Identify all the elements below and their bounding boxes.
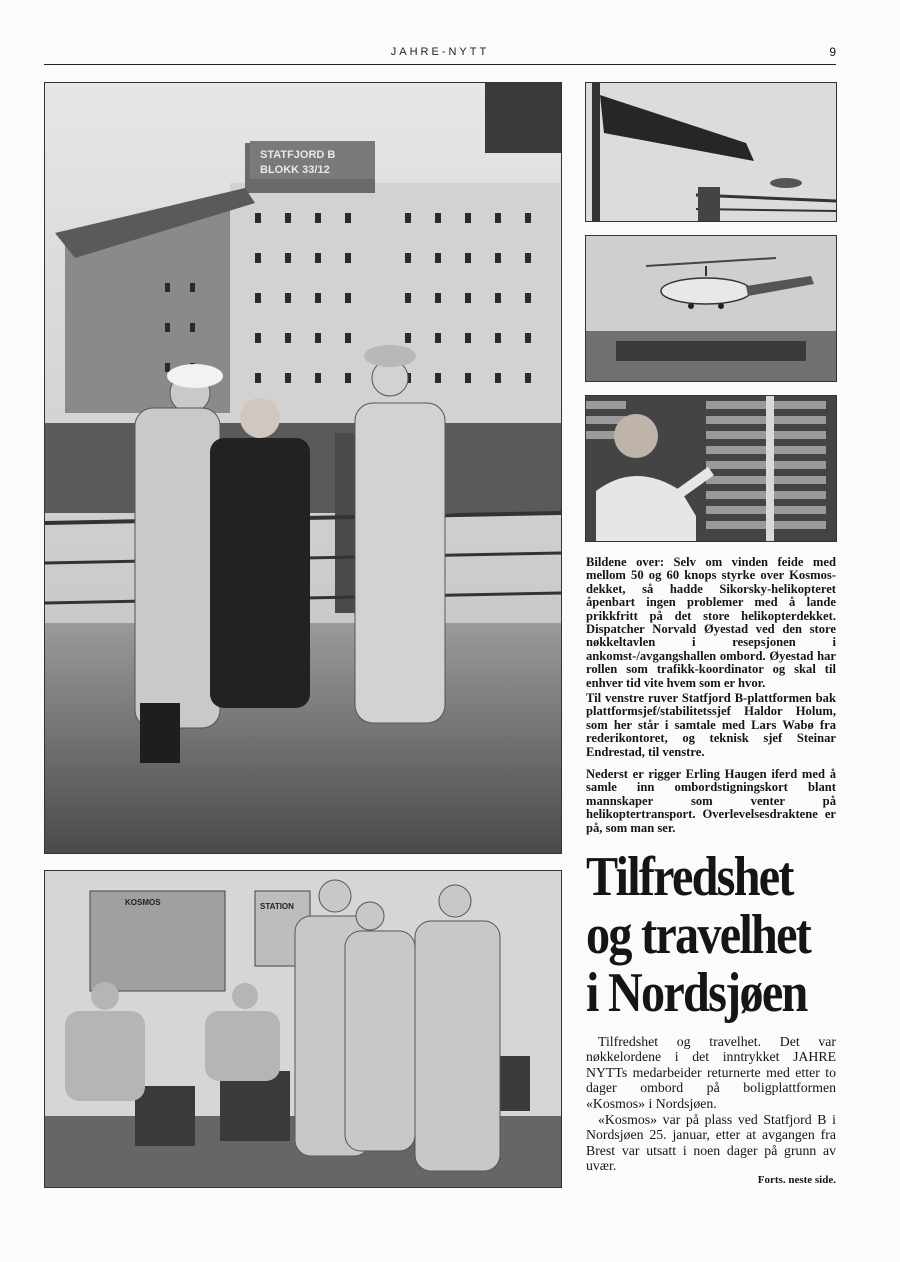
crew-photo <box>44 870 562 1188</box>
dispatcher-photo <box>585 395 837 542</box>
publication-title: JAHRE-NYTT <box>390 46 490 58</box>
station-label: STATION <box>260 902 294 911</box>
helicopter-photo <box>585 235 837 382</box>
article-paragraph-1: Tilfredshet og travelhet. Det var nøkkelordene i det inntrykket JAHRE NYTTs medarbeider returnerte med etter to dager ombord på boligplattformen «Kosmos» i Nordsjøen. <box>586 1034 836 1111</box>
platform-sign-line1: STATFJORD B <box>260 149 336 161</box>
page-header <box>44 46 836 64</box>
header-rule <box>44 64 836 65</box>
headline-line-1: Tilfredshet <box>586 846 793 908</box>
platform-photo <box>44 82 562 854</box>
article-paragraph-2: «Kosmos» var på plass ved Statfjord B i Nordsjøen 25. januar, etter at avgangen fra Brest var utsatt i noen dager på grunn av uvær. <box>586 1112 836 1174</box>
windsock-photo <box>585 82 837 222</box>
headline-line-2: og travelhet <box>586 904 811 966</box>
map-label: KOSMOS <box>125 898 161 907</box>
headline-line-3: i Nordsjøen <box>586 962 807 1024</box>
caption-bottom-photo: Nederst er rigger Erling Haugen iferd med å samle inn ombordstigningskort blant mannskaper som venter på helikoptertransport. Overlevelsesdraktene er på, som man ser. <box>586 767 836 835</box>
caption-top-photos: Bildene over: Selv om vinden feide med mellom 50 og 60 knops styrke over Kosmos-dekket, så hadde Sikorsky-helikopteret åpenbart ingen problemer med å lande prikkfritt på det store helikopterdekket. Dispatcher Norvald Øyestad ved den store nøkkeltavlen i resepsjonen i ankomst-/avgangshallen ombord. Øyestad har rollen som trafikk-koordinator og skal til enhver tid vite hvem som er hvor. <box>586 555 836 690</box>
platform-sign-line2: BLOKK 33/12 <box>260 164 330 176</box>
article-headline <box>586 846 811 1024</box>
continued-note: Forts. neste side. <box>757 1174 836 1186</box>
page-number: 9 <box>829 45 836 59</box>
caption-left-photo: Til venstre ruver Statfjord B-plattformen bak plattformsjef/stabilitetssjef Haldor Holum, som her står i samtale med Lars Wabø fra rederikontoret, og teknisk sjef Steinar Endrestad, til venstre. <box>586 691 836 759</box>
